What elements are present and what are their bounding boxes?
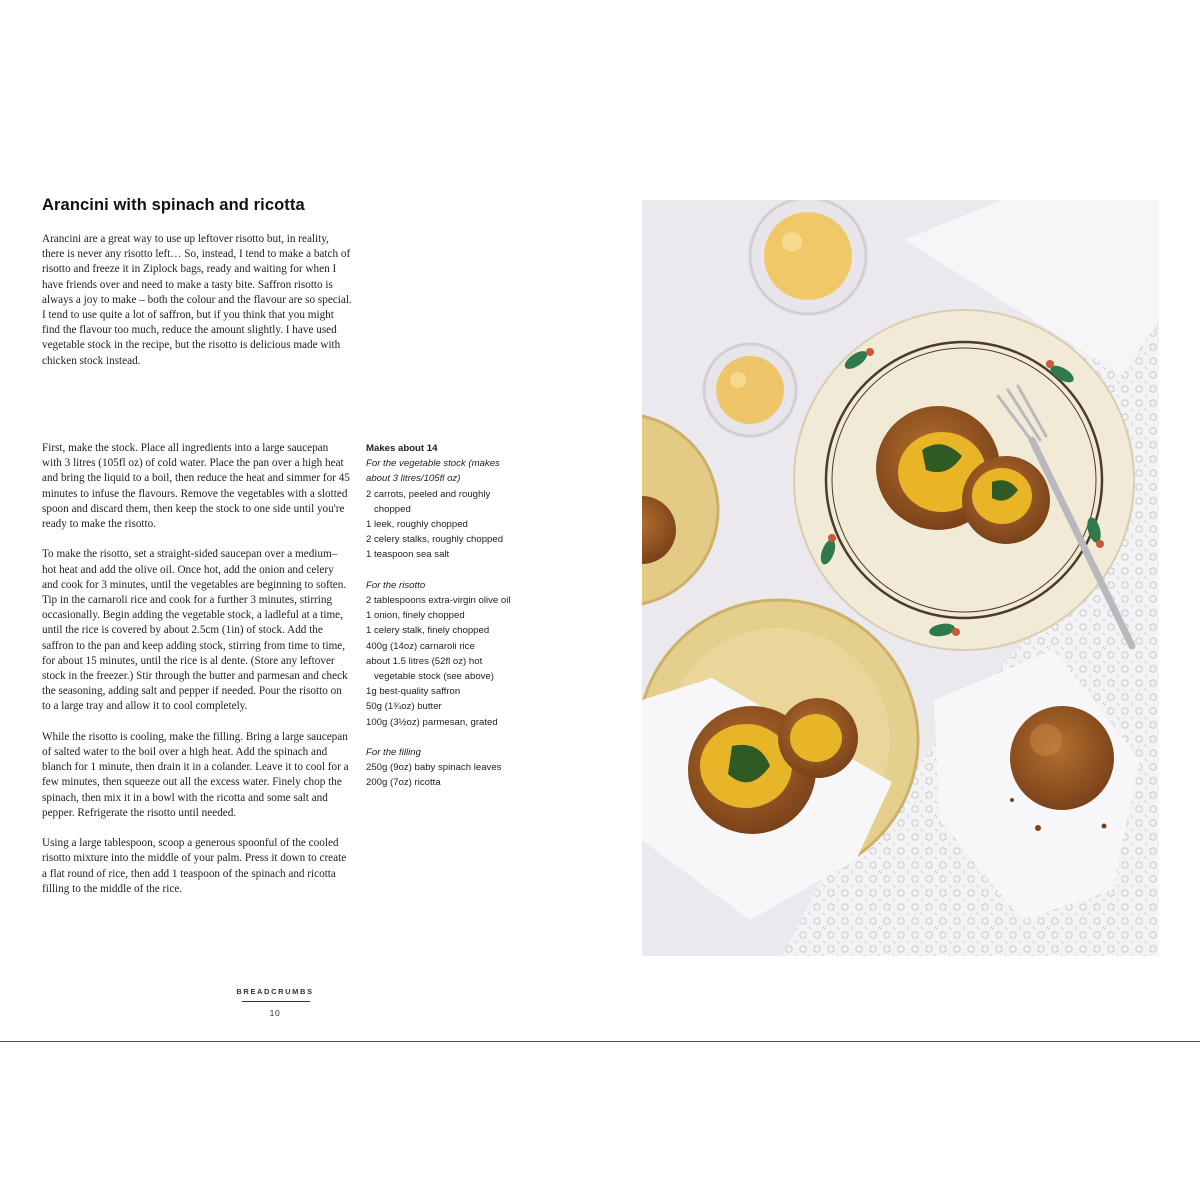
- food-photo: [642, 200, 1159, 956]
- method-column: [42, 441, 350, 912]
- ingredient-item: 250g (9oz) baby spinach leaves: [366, 762, 502, 774]
- method-step-risotto: To make the risotto, set a straight-sided saucepan over a medium–hot heat and add the olive oil. Once hot, add the onion and celery and cook for 3 minutes, until the vegetables are beginning to soften. Tip in the carnaroli rice and cook for a further 3 minutes, stirring occasionally. Begin adding the vegetable stock, a ladleful at a time, until the rice is covered by about 2.5cm (1in) of stock. Add the saffron to the pan and keep adding stock, stirring from time to time, for about 15 minutes, until the rice is al dente. (Store any leftover stock in the freezer.) Stir through the butter and parmesan and check the seasoning, adding salt and pepper if needed. Pour the risotto on to a large tray and allow it to cool completely.: [42, 548, 348, 713]
- ingredient-item: 1g best-quality saffron: [366, 686, 461, 698]
- glass-of-juice: [750, 200, 866, 314]
- ingredient-item: 100g (3½oz) parmesan, grated: [366, 716, 498, 728]
- ingredient-item: 400g (14oz) carnaroli rice: [366, 640, 475, 652]
- ingredient-item: about 1.5 litres (52fl oz) hot vegetable stock (see above): [366, 655, 494, 683]
- method-step-filling: While the risotto is cooling, make the filling. Bring a large saucepan of salted water to the boil over a high heat. Add the spinach and blanch for 1 minute, then drain it in a colander. Leave it to cool for a few minutes, then squeeze out all the excess water. Finely chop the spinach, then mix it in a bowl with the ricotta and some salt and pepper. Refrigerate the risotto until needed.: [42, 730, 349, 819]
- ingredient-item: 1 celery stalk, finely chopped: [366, 625, 490, 637]
- ingredient-item: 200g (7oz) ricotta: [366, 777, 441, 789]
- page-number: 10: [269, 1008, 281, 1018]
- ingredients-column: [366, 441, 514, 791]
- ingredient-item: 1 leek, roughly chopped: [366, 519, 468, 531]
- recipe-title: Arancini with spinach and ricotta: [42, 196, 305, 214]
- recipe-intro: Arancini are a great way to use up leftover risotto but, in reality, there is never any risotto left… So, instead, I tend to make a batch of risotto and freeze it in Ziplock bags, ready and waiting for when I have friends over and need to make a tasty bite. Saffron risotto is always a joy to make – both the colour and the flavour are so special. I tend to use quite a lot of saffron, but if you think that you might find the flavour too much, reduce the amount slightly. I have used vegetable stock in the recipe, but the risotto is delicious made with chicken stock instead.: [42, 233, 352, 367]
- arancini-illustration: [642, 200, 1159, 956]
- ingredient-item: 2 celery stalks, roughly chopped: [366, 534, 504, 546]
- ingredient-item: 1 teaspoon sea salt: [366, 549, 450, 561]
- risotto-heading: For the risotto: [366, 579, 426, 591]
- ingredient-item: 1 onion, finely chopped: [366, 610, 465, 622]
- makes-quantity: Makes about 14: [366, 443, 438, 454]
- glass-of-juice: [704, 344, 796, 436]
- stock-heading: For the vegetable stock (makes about 3 litres/105fl oz): [366, 458, 500, 485]
- footer-divider: [242, 1001, 310, 1002]
- ingredient-item: 50g (1¾oz) butter: [366, 701, 442, 713]
- method-step-stock: First, make the stock. Place all ingredients into a large saucepan with 3 litres (105fl oz) of cold water. Place the pan over a high heat and bring the liquid to a boil, then reduce the heat and simmer for 45 minutes to infuse the flavours. Remove the vegetables with a slotted spoon and discard them, then keep the stock to one side until you're ready to make the risotto.: [42, 442, 350, 531]
- page-bottom-rule: [0, 1041, 1200, 1042]
- method-step-shaping: Using a large tablespoon, scoop a generous spoonful of the cooled risotto mixture into the middle of your palm. Press it down to create a flat round of rice, then add 1 teaspoon of the spinach and ricotta filling to the middle of the rice.: [42, 837, 347, 895]
- ingredient-item: 2 carrots, peeled and roughly chopped: [366, 488, 491, 515]
- filling-heading: For the filling: [366, 747, 421, 759]
- footer-section-label: BREADCRUMBS: [236, 987, 314, 996]
- ingredient-item: 2 tablespoons extra-virgin olive oil: [366, 595, 511, 607]
